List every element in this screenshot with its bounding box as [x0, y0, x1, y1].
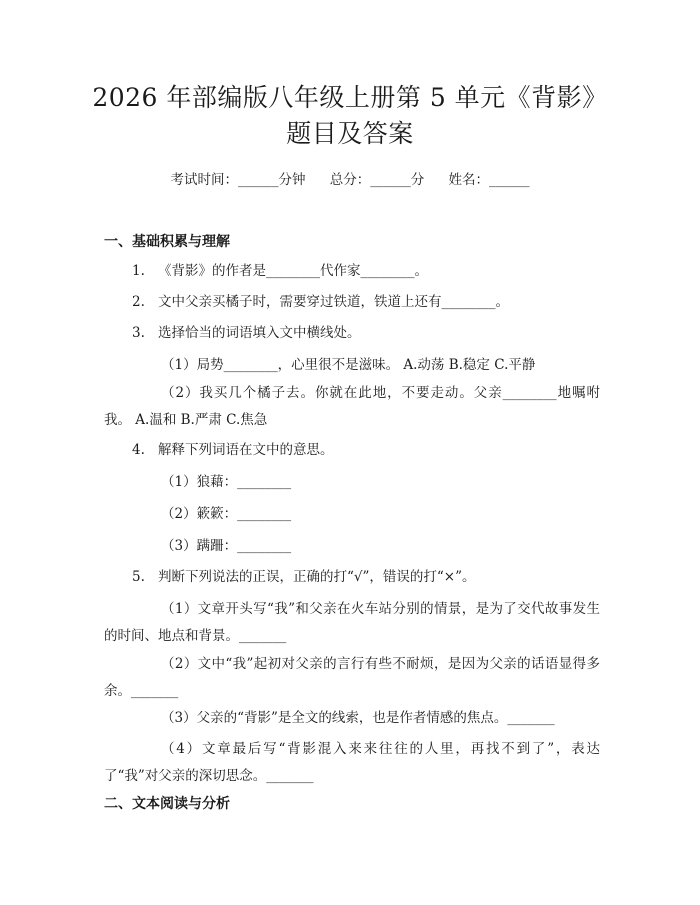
question-1 [132, 261, 428, 281]
question-4-sub-3: （3）蹒跚：________ [161, 538, 292, 554]
question-text: 选择恰当的词语填入文中横线处。 [158, 325, 361, 341]
question-5-sub-4: （4）文章最后写“背影混入来来往往的人里，再找不到了”，表达了“我”对父亲的深切思念。_______ [104, 741, 600, 784]
question-text: 解释下列词语在文中的意思。 [158, 442, 334, 458]
question-2 [132, 292, 509, 312]
question-5-sub-1: （1）文章开头写“我”和父亲在火车站分别的情景，是为了交代故事发生的时间、地点和背景。_______ [104, 601, 600, 644]
question-text: 判断下列说法的正误，正确的打“√”，错误的打“×”。 [158, 569, 476, 585]
question-4-sub-1: （1）狼藉：________ [161, 474, 292, 490]
section-heading-basics: 一、基础积累与理解 [104, 234, 230, 250]
question-4 [132, 440, 334, 460]
question-number: 4. [132, 442, 145, 458]
question-number: 5. [132, 569, 145, 585]
question-text: 《背影》的作者是________代作家________。 [158, 263, 428, 279]
question-3-sub-1: （1）局势________，心里很不是滋味。 A.动荡 B.稳定 C.平静 [161, 357, 536, 373]
question-5 [132, 567, 476, 587]
question-number: 3. [132, 325, 145, 341]
section-heading-reading: 二、文本阅读与分析 [104, 796, 230, 812]
question-number: 1. [132, 263, 145, 279]
question-4-sub-2: （2）簌簌：________ [161, 506, 292, 522]
question-number: 2. [132, 294, 145, 310]
document-title-line2: 题目及答案 [286, 119, 414, 148]
question-3-sub-2: （2）我买几个橘子去。你就在此地，不要走动。父亲________地嘱咐我。 A.温和 B.严肃 C.焦急 [104, 385, 600, 428]
question-5-sub-2: （2）文中“我”起初对父亲的言行有些不耐烦，是因为父亲的话语显得多余。_______ [104, 656, 600, 699]
exam-meta-row [0, 168, 700, 188]
question-text: 文中父亲买橘子时，需要穿过铁道，铁道上还有________。 [158, 294, 509, 310]
student-name-field: 姓名：______ [448, 172, 530, 188]
document-title-line1: 2026 年部编版八年级上册第 5 单元《背影》 [92, 83, 608, 112]
total-score-field: 总分：______分 [329, 172, 425, 188]
question-5-sub-3: （3）父亲的“背影”是全文的线索，也是作者情感的焦点。_______ [161, 710, 555, 726]
question-3 [132, 323, 361, 343]
exam-time-field: 考试时间：______分钟 [170, 172, 306, 188]
